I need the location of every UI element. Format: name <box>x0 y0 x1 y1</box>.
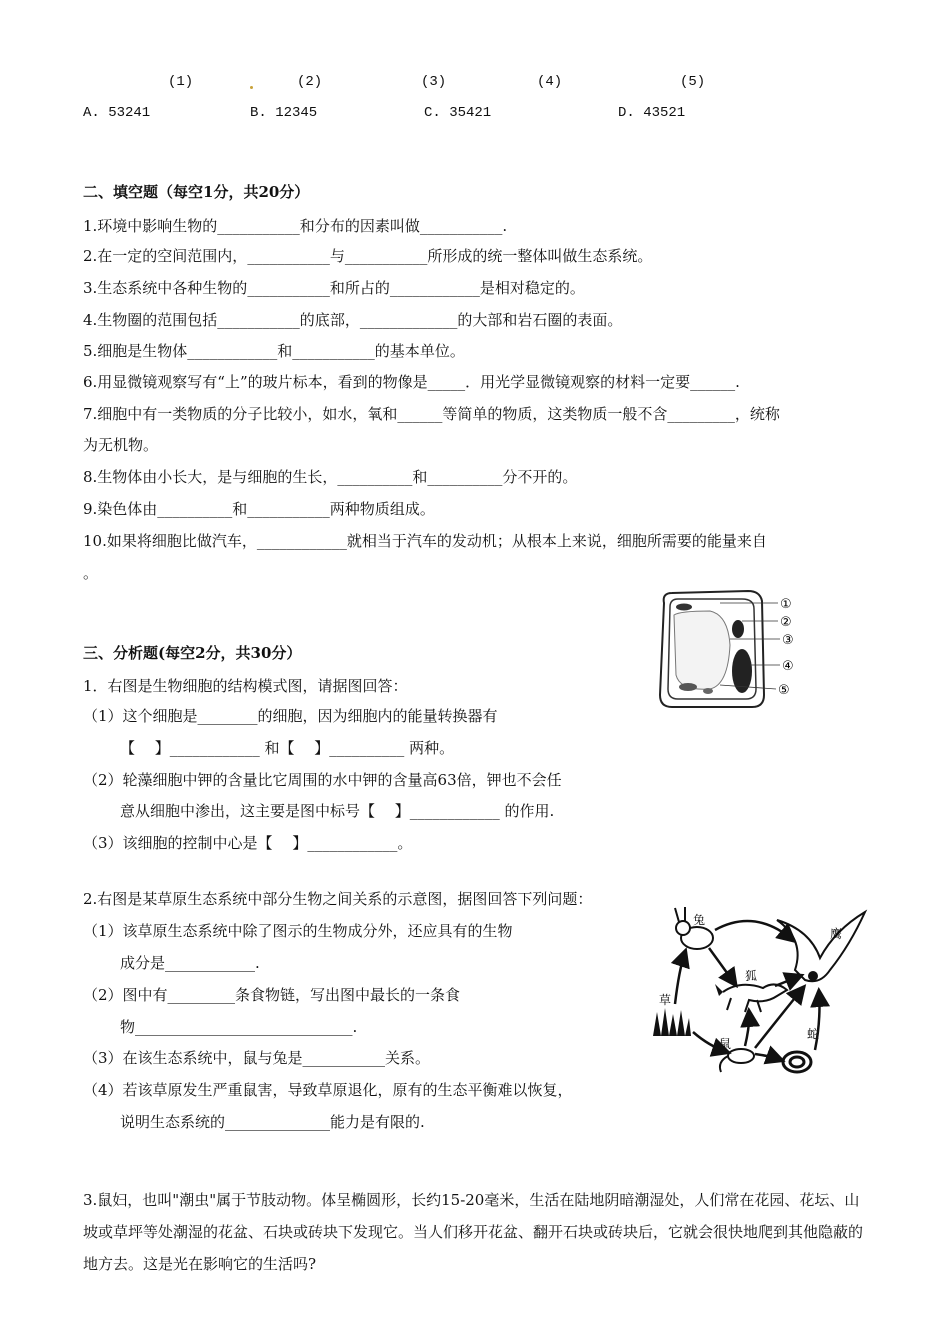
q1-part1: （1）这个细胞是________的细胞，因为细胞内的能量转换器有 <box>83 707 498 725</box>
fill-item-3: 3.生态系统中各种生物的___________和所占的____________是相对稳定的。 <box>83 279 585 297</box>
cell-label-5: ⑤ <box>778 683 790 698</box>
q2-stem: 2.右图是某草原生态系统中部分生物之间关系的示意图，据图回答下列问题： <box>83 890 593 908</box>
q1-part2: （2）轮藻细胞中钾的含量比它周围的水中钾的含量高63倍，钾也不会任 <box>83 771 562 789</box>
grass-icon <box>653 1008 691 1036</box>
fill-item-9: 9.染色体由__________和___________两种物质组成。 <box>83 500 435 518</box>
fill-item-10-cont: 。 <box>83 564 99 582</box>
label-snake: 蛇 <box>807 1027 820 1041</box>
fill-item-10: 10.如果将细胞比做汽车，____________就相当于汽车的发动机；从根本上来说，细胞所需要的能量来自 <box>83 532 767 550</box>
cell-label-1: ① <box>780 597 792 612</box>
q2-part4: （4）若该草原发生严重鼠害，导致草原退化，原有的生态平衡难以恢复， <box>83 1081 573 1099</box>
q1-part1-cont: 【 】____________ 和【 】__________ 两种。 <box>120 739 455 757</box>
fill-item-1: 1.环境中影响生物的___________和分布的因素叫做___________. <box>83 217 508 235</box>
option-header-1: (1) <box>168 74 194 90</box>
q2-part2-cont: 物_____________________________. <box>120 1018 358 1036</box>
q2-part1-cont: 成分是____________. <box>120 954 260 972</box>
cell-diagram <box>650 585 850 715</box>
fill-item-8: 8.生物体由小长大，是与细胞的生长，__________和__________分不开的。 <box>83 468 578 486</box>
q1-stem: 1．右图是生物细胞的结构模式图，请据图回答： <box>83 677 408 695</box>
q3-paragraph: 3.鼠妇，也叫"潮虫"属于节肢动物。体呈椭圆形，长约15-20毫米，生活在陆地阴暗潮湿处，人们常在花园、花坛、山坡或草坪等处潮湿的花盆、石块或砖块下发现它。当人们移开花盆、翻开石块或砖块后，它就会很快地爬到其他隐蔽的地方去。这是光在影响它的生活吗? <box>83 1191 864 1273</box>
q2-part4-cont: 说明生态系统的______________能力是有限的. <box>120 1113 425 1131</box>
section2-title: 二、填空题（每空1分，共20分） <box>83 183 310 201</box>
q2-part2: （2）图中有_________条食物链，写出图中最长的一条食 <box>83 986 461 1004</box>
option-header-2: (2) <box>297 74 323 90</box>
fill-item-5: 5.细胞是生物体____________和___________的基本单位。 <box>83 342 465 360</box>
choice-b: B. 12345 <box>250 105 318 121</box>
snake-icon <box>783 1052 811 1072</box>
q2-part3: （3）在该生态系统中，鼠与兔是___________关系。 <box>83 1049 431 1067</box>
option-header-3: (3) <box>421 74 447 90</box>
label-fox: 狐 <box>745 969 758 983</box>
q1-part2-cont: 意从细胞中渗出，这主要是图中标号【 】____________ 的作用. <box>120 802 555 820</box>
cell-label-2: ② <box>780 615 792 630</box>
section3-title: 三、分析题(每空2分，共30分） <box>83 644 302 662</box>
choice-d: D. 43521 <box>618 105 686 121</box>
label-rabbit: 兔 <box>693 913 706 927</box>
option-header-5: (5) <box>680 74 706 90</box>
label-mouse: 鼠 <box>719 1037 732 1051</box>
choice-a: A. 53241 <box>83 105 151 121</box>
food-web-diagram <box>645 900 875 1080</box>
fill-item-6: 6.用显微镜观察写有“上”的玻片标本，看到的物像是_____．用光学显微镜观察的材料一定要______. <box>83 373 740 391</box>
fox-icon <box>715 984 787 1012</box>
cell-label-4: ④ <box>782 659 794 674</box>
q2-part1: （1）该草原生态系统中除了图示的生物成分外，还应具有的生物 <box>83 922 513 940</box>
q1-part3: （3）该细胞的控制中心是【 】____________。 <box>83 834 413 852</box>
fill-item-4: 4.生物圈的范围包括___________的底部，_____________的大部和岩石圈的表面。 <box>83 311 623 329</box>
fill-item-7-cont: 为无机物。 <box>83 436 159 454</box>
fill-item-7: 7.细胞中有一类物质的分子比较小，如水，氧和______等简单的物质，这类物质一般不含_________，统称 <box>83 405 780 423</box>
label-eagle: 鹰 <box>830 927 843 941</box>
fill-item-2: 2.在一定的空间范围内，___________与___________所形成的统一整体叫做生态系统。 <box>83 247 653 265</box>
label-grass: 草 <box>659 993 672 1007</box>
choice-c: C. 35421 <box>424 105 492 121</box>
stray-dot <box>250 86 253 89</box>
cell-label-3: ③ <box>782 633 794 648</box>
eagle-icon <box>777 912 865 981</box>
option-header-4: (4) <box>537 74 563 90</box>
